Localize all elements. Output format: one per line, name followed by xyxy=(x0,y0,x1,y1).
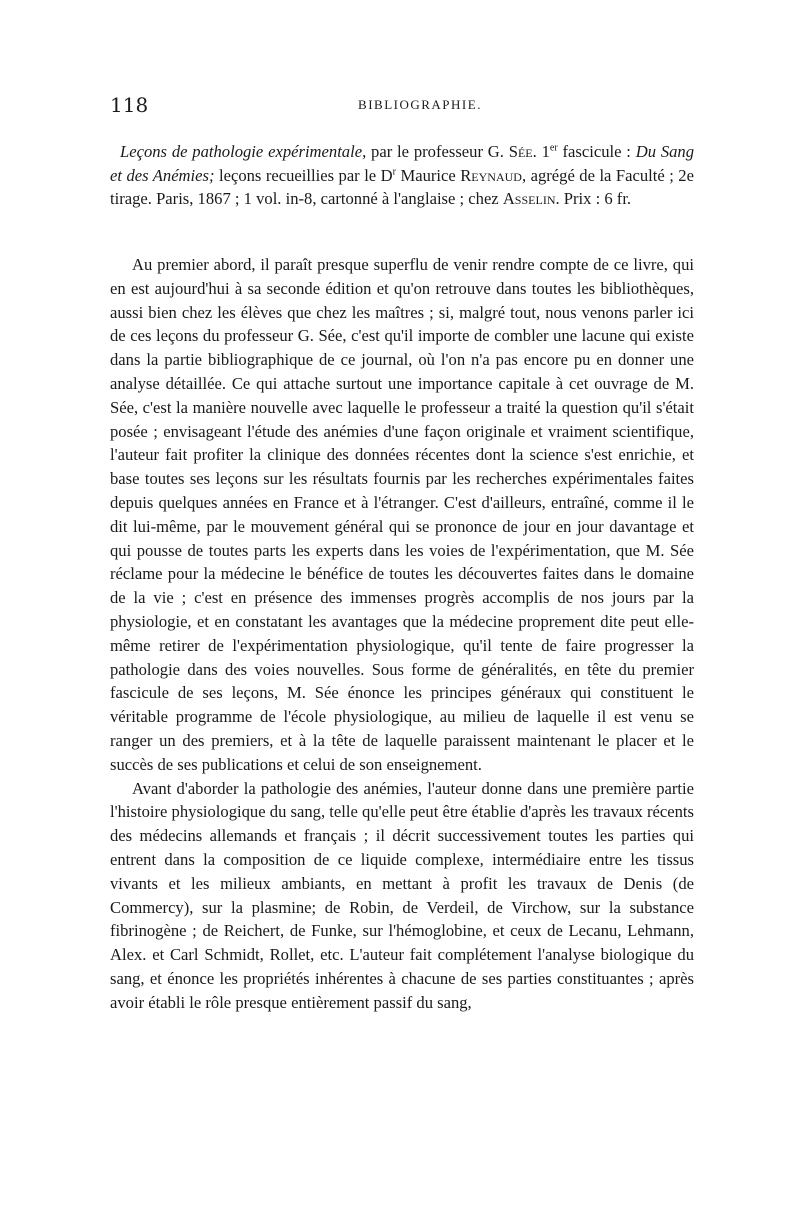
publisher-name: Asselin xyxy=(502,189,556,209)
review-body xyxy=(110,253,694,1015)
entry-text: Maurice xyxy=(395,165,461,185)
entry-text: fascicule : xyxy=(557,142,636,161)
superscript: er xyxy=(549,142,558,154)
entry-text: , agrégé de la Faculté ; 2e tirage. Paris, 1867 ; 1 vol. in-8, cartonné à l'anglaise ; chez xyxy=(110,165,694,209)
paragraph: Avant d'aborder la pathologie des anémies, l'auteur donne dans une première partie l'histoire physiologique du sang, telle qu'elle peut être établie d'après les travaux récents des médecins allemands et français ; il décrit successivement toutes les parties qui entrent dans la composition de ce liquide complexe, intermédiaire entre les tissus vivants et les milieux ambiants, en mettant à profit les travaux de Denis (de Commercy), sur la plasmine; de Robin, de Verdeil, de Virchow, sur la substance fibrinogène ; de Reichert, de Funke, sur l'hémoglobine, et ceux de Lecanu, Lehmann, Alex. et Carl Schmidt, Rollet, etc. L'auteur fait complétement l'analyse biologique du sang, et énonce les propriétés inhérentes à chacune de ses parties constituantes ; après avoir établi le rôle presque entièrement passif du sang, xyxy=(110,778,694,1012)
entry-text: , par le professeur G. xyxy=(362,142,504,161)
superscript: r xyxy=(392,166,396,178)
page-number: 118 xyxy=(110,93,149,117)
entry-text: leçons recueillies par le D xyxy=(214,165,393,185)
editor-name: Reynaud xyxy=(460,165,522,185)
entry-text: . 1 xyxy=(532,142,550,161)
bibliographic-entry xyxy=(110,140,694,211)
entry-text: . Prix : 6 fr. xyxy=(555,189,632,209)
paragraph: Au premier abord, il paraît presque superflu de venir rendre compte de ce livre, qui en est aujourd'hui à sa seconde édition et qu'on retrouve dans toutes les bibliothèques, aussi bien chez les élèves que chez les maîtres ; si, malgré tout, nous venons parler ici de ces leçons du professeur G. Sée, c'est qu'il importe de combler une lacune qui existe dans la partie bibliographique de ce journal, où l'on n'a pas encore pu en donner une analyse détaillée. Ce qui attache surtout une importance capitale à cet ouvrage de M. Sée, c'est la manière nouvelle avec laquelle le professeur a traité la question qu'il s'était posée ; envisageant l'étude des anémies d'une façon originale et vraiment scientifique, l'auteur fait profiter la clinique des données récentes dont la science s'est enrichie, et base toutes ses leçons sur les résultats fournis par les recherches expérimentales faites depuis quelques années en France et à l'étranger. C'est d'ailleurs, entraîné, comme il le dit lui-même, par le mouvement général qui se prononce de jour en jour davantage et qui pousse de toutes parts les experts dans les voies de l'expérimentation, que M. Sée réclame pour la médecine le bénéfice de toutes les découvertes faites dans le domaine de la vie ; c'est en présence des immenses progrès accomplis de nos jours par la physiologie, et en constatant les avantages que la médecine proprement dite peut elle-même retirer de l'expérimentation physiologique, qu'il tente de faire progresser la pathologie dans des voies nouvelles. Sous forme de généralités, en tête du premier fascicule de ses leçons, M. Sée énonce les principes généraux qui constituent le véritable programme de l'école physiologique, au milieu de laquelle il est venu se ranger un des premiers, et à la tête de laquelle paraissent maintenant le placer et le succès de ses publications et celui de son enseignement. xyxy=(110,255,694,774)
running-head xyxy=(110,93,700,117)
book-title: Leçons de pathologie expérimentale xyxy=(120,142,363,161)
author-name: Sée xyxy=(508,142,533,161)
running-title: BIBLIOGRAPHIE. xyxy=(358,97,482,112)
book-subtitle: Du Sang et des Anémies; xyxy=(110,142,695,185)
